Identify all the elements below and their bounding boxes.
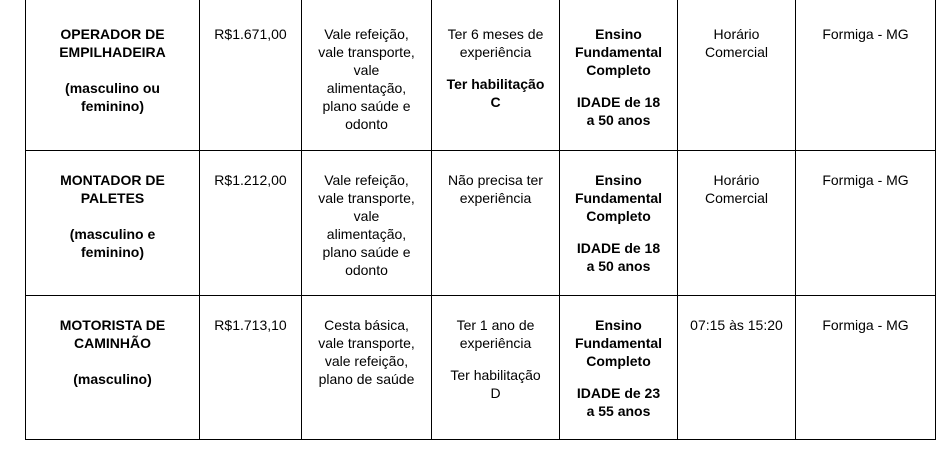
schedule-line: Horário bbox=[713, 172, 760, 188]
location-cell bbox=[796, 0, 936, 151]
age-line: IDADE de 18 bbox=[576, 240, 661, 256]
table-row bbox=[26, 296, 936, 440]
education-cell bbox=[560, 296, 678, 440]
age-line: a 50 anos bbox=[586, 112, 651, 128]
benefit-line: odonto bbox=[345, 116, 388, 132]
salary-cell bbox=[200, 296, 302, 440]
schedule-line: Comercial bbox=[704, 190, 768, 206]
benefit-line: odonto bbox=[345, 262, 388, 278]
license-line: C bbox=[490, 94, 501, 110]
education-line: Ensino bbox=[595, 26, 642, 42]
benefit-line: Vale refeição, bbox=[324, 26, 409, 42]
table-row bbox=[26, 151, 936, 296]
benefit-line: vale refeição, bbox=[324, 353, 409, 369]
education-line: Fundamental bbox=[574, 190, 663, 206]
benefits-cell bbox=[302, 0, 432, 151]
age-line: a 50 anos bbox=[586, 258, 651, 274]
experience-cell bbox=[432, 296, 560, 440]
education-line: Ensino bbox=[595, 317, 642, 333]
benefit-line: vale transporte, bbox=[318, 190, 415, 206]
salary-value: R$1.212,00 bbox=[214, 172, 287, 188]
education-line: Completo bbox=[586, 353, 651, 369]
education-cell bbox=[560, 0, 678, 151]
schedule-cell bbox=[678, 151, 796, 296]
benefit-line: vale transporte, bbox=[318, 335, 415, 351]
schedule-cell bbox=[678, 296, 796, 440]
age-line: IDADE de 18 bbox=[576, 94, 661, 110]
license-line: D bbox=[490, 385, 501, 401]
benefit-line: plano de saúde bbox=[318, 371, 415, 387]
benefits-cell bbox=[302, 296, 432, 440]
benefit-line: vale transporte, bbox=[318, 44, 415, 60]
salary-cell bbox=[200, 151, 302, 296]
education-line: Ensino bbox=[595, 172, 642, 188]
job-title-line: MONTADOR DE bbox=[60, 172, 165, 188]
experience-line: Ter 1 ano de bbox=[456, 317, 535, 333]
job-title-line: CAMINHÃO bbox=[74, 335, 151, 351]
gender-line: (masculino e bbox=[69, 226, 156, 242]
education-line: Completo bbox=[586, 62, 651, 78]
gender-line: (masculino ou bbox=[65, 80, 160, 96]
benefits-cell bbox=[302, 151, 432, 296]
benefit-line: plano saúde e bbox=[322, 98, 411, 114]
benefit-line: vale bbox=[353, 62, 380, 78]
schedule-line: 07:15 às 15:20 bbox=[690, 317, 783, 333]
location-cell bbox=[796, 296, 936, 440]
location-cell bbox=[796, 151, 936, 296]
job-title-line: PALETES bbox=[80, 190, 145, 206]
benefit-line: vale bbox=[353, 208, 380, 224]
schedule-line: Horário bbox=[713, 26, 760, 42]
education-line: Fundamental bbox=[574, 335, 663, 351]
benefit-line: Vale refeição, bbox=[324, 172, 409, 188]
benefit-line: alimentação, bbox=[326, 80, 407, 96]
salary-value: R$1.713,10 bbox=[214, 317, 287, 333]
experience-cell bbox=[432, 0, 560, 151]
location-value: Formiga - MG bbox=[822, 26, 909, 42]
license-line: Ter habilitação bbox=[446, 76, 545, 92]
job-title-cell bbox=[26, 151, 200, 296]
experience-cell bbox=[432, 151, 560, 296]
experience-line: experiência bbox=[459, 44, 532, 60]
gender-line: (masculino) bbox=[73, 371, 152, 387]
license-line: Ter habilitação bbox=[450, 367, 541, 383]
experience-line: Não precisa ter bbox=[448, 172, 543, 188]
job-title-line: MOTORISTA DE bbox=[59, 317, 166, 333]
benefit-line: plano saúde e bbox=[322, 244, 411, 260]
job-title-line: OPERADOR DE bbox=[60, 26, 165, 42]
schedule-line: Comercial bbox=[704, 44, 768, 60]
location-value: Formiga - MG bbox=[822, 172, 909, 188]
salary-cell bbox=[200, 0, 302, 151]
benefit-line: alimentação, bbox=[326, 226, 407, 242]
age-line: IDADE de 23 bbox=[576, 385, 661, 401]
education-cell bbox=[560, 151, 678, 296]
experience-line: experiência bbox=[459, 190, 532, 206]
location-value: Formiga - MG bbox=[822, 317, 909, 333]
job-title-line: EMPILHADEIRA bbox=[59, 44, 166, 60]
experience-line: experiência bbox=[459, 335, 532, 351]
education-line: Fundamental bbox=[574, 44, 663, 60]
gender-line: feminino) bbox=[81, 98, 144, 114]
experience-line: Ter 6 meses de bbox=[447, 26, 544, 42]
schedule-cell bbox=[678, 0, 796, 151]
job-title-cell bbox=[26, 0, 200, 151]
age-line: a 55 anos bbox=[586, 403, 651, 419]
table-row bbox=[26, 0, 936, 151]
education-line: Completo bbox=[586, 208, 651, 224]
gender-line: feminino) bbox=[81, 244, 144, 260]
job-title-cell bbox=[26, 296, 200, 440]
jobs-table bbox=[25, 0, 936, 440]
benefit-line: Cesta básica, bbox=[324, 317, 409, 333]
salary-value: R$1.671,00 bbox=[214, 26, 287, 42]
